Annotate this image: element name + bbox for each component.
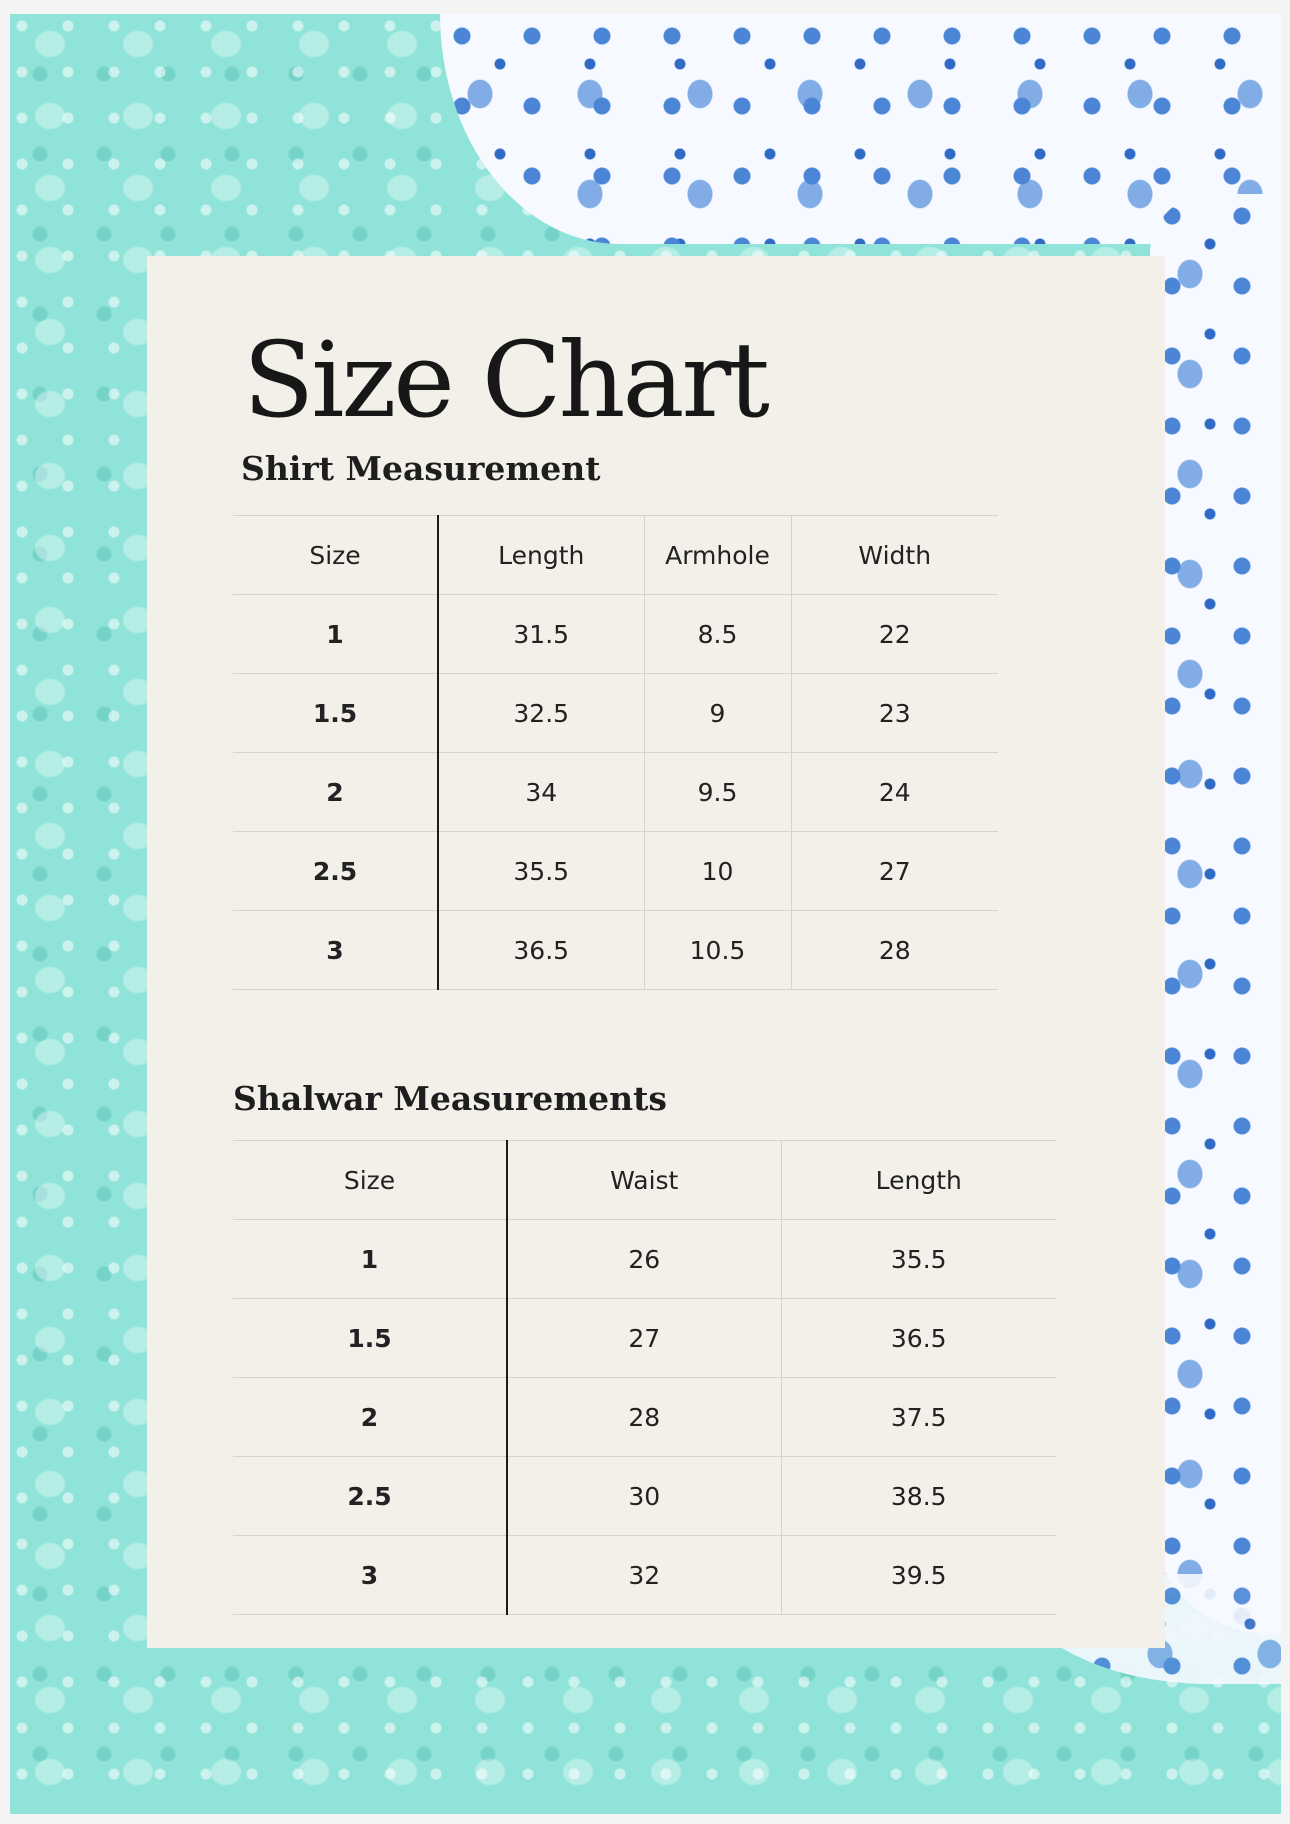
size-cell: 2 (233, 753, 438, 832)
column-header: Length (438, 516, 644, 595)
size-cell: 1 (233, 1220, 507, 1299)
width-cell: 28 (791, 911, 998, 990)
page-title: Size Chart (243, 319, 767, 441)
width-cell: 27 (791, 832, 998, 911)
column-header: Armhole (644, 516, 791, 595)
table-header-row (233, 1141, 1056, 1220)
table-row (233, 1378, 1056, 1457)
length-cell: 32.5 (438, 674, 644, 753)
length-cell: 34 (438, 753, 644, 832)
table-row (233, 1299, 1056, 1378)
armhole-cell: 10 (644, 832, 791, 911)
armhole-cell: 9.5 (644, 753, 791, 832)
page-background (10, 14, 1281, 1814)
table-row (233, 911, 998, 990)
armhole-cell: 8.5 (644, 595, 791, 674)
length-cell: 35.5 (781, 1220, 1056, 1299)
size-cell: 2.5 (233, 832, 438, 911)
width-cell: 23 (791, 674, 998, 753)
size-cell: 2 (233, 1378, 507, 1457)
shalwar-heading: Shalwar Measurements (233, 1079, 667, 1118)
armhole-cell: 10.5 (644, 911, 791, 990)
waist-cell: 30 (507, 1457, 781, 1536)
blue-floral-pattern-top (440, 14, 1281, 244)
waist-cell: 26 (507, 1220, 781, 1299)
size-cell: 3 (233, 911, 438, 990)
waist-cell: 32 (507, 1536, 781, 1615)
table-header-row (233, 516, 998, 595)
table-row (233, 1536, 1056, 1615)
length-cell: 39.5 (781, 1536, 1056, 1615)
length-cell: 36.5 (438, 911, 644, 990)
blue-floral-pattern-right (1150, 194, 1281, 1634)
waist-cell: 28 (507, 1378, 781, 1457)
table-row (233, 753, 998, 832)
size-cell: 2.5 (233, 1457, 507, 1536)
shirt-heading: Shirt Measurement (241, 449, 601, 488)
column-header: Size (233, 1141, 507, 1220)
table-row (233, 674, 998, 753)
size-cell: 3 (233, 1536, 507, 1615)
shalwar-table (233, 1140, 1056, 1615)
shirt-table (233, 515, 998, 990)
size-chart-card (147, 256, 1165, 1648)
length-cell: 35.5 (438, 832, 644, 911)
width-cell: 22 (791, 595, 998, 674)
length-cell: 36.5 (781, 1299, 1056, 1378)
armhole-cell: 9 (644, 674, 791, 753)
column-header: Length (781, 1141, 1056, 1220)
table-row (233, 1220, 1056, 1299)
column-header: Waist (507, 1141, 781, 1220)
column-header: Size (233, 516, 438, 595)
size-cell: 1.5 (233, 674, 438, 753)
waist-cell: 27 (507, 1299, 781, 1378)
length-cell: 38.5 (781, 1457, 1056, 1536)
size-cell: 1.5 (233, 1299, 507, 1378)
table-row (233, 1457, 1056, 1536)
length-cell: 31.5 (438, 595, 644, 674)
size-cell: 1 (233, 595, 438, 674)
table-row (233, 832, 998, 911)
width-cell: 24 (791, 753, 998, 832)
length-cell: 37.5 (781, 1378, 1056, 1457)
column-header: Width (791, 516, 998, 595)
table-row (233, 595, 998, 674)
